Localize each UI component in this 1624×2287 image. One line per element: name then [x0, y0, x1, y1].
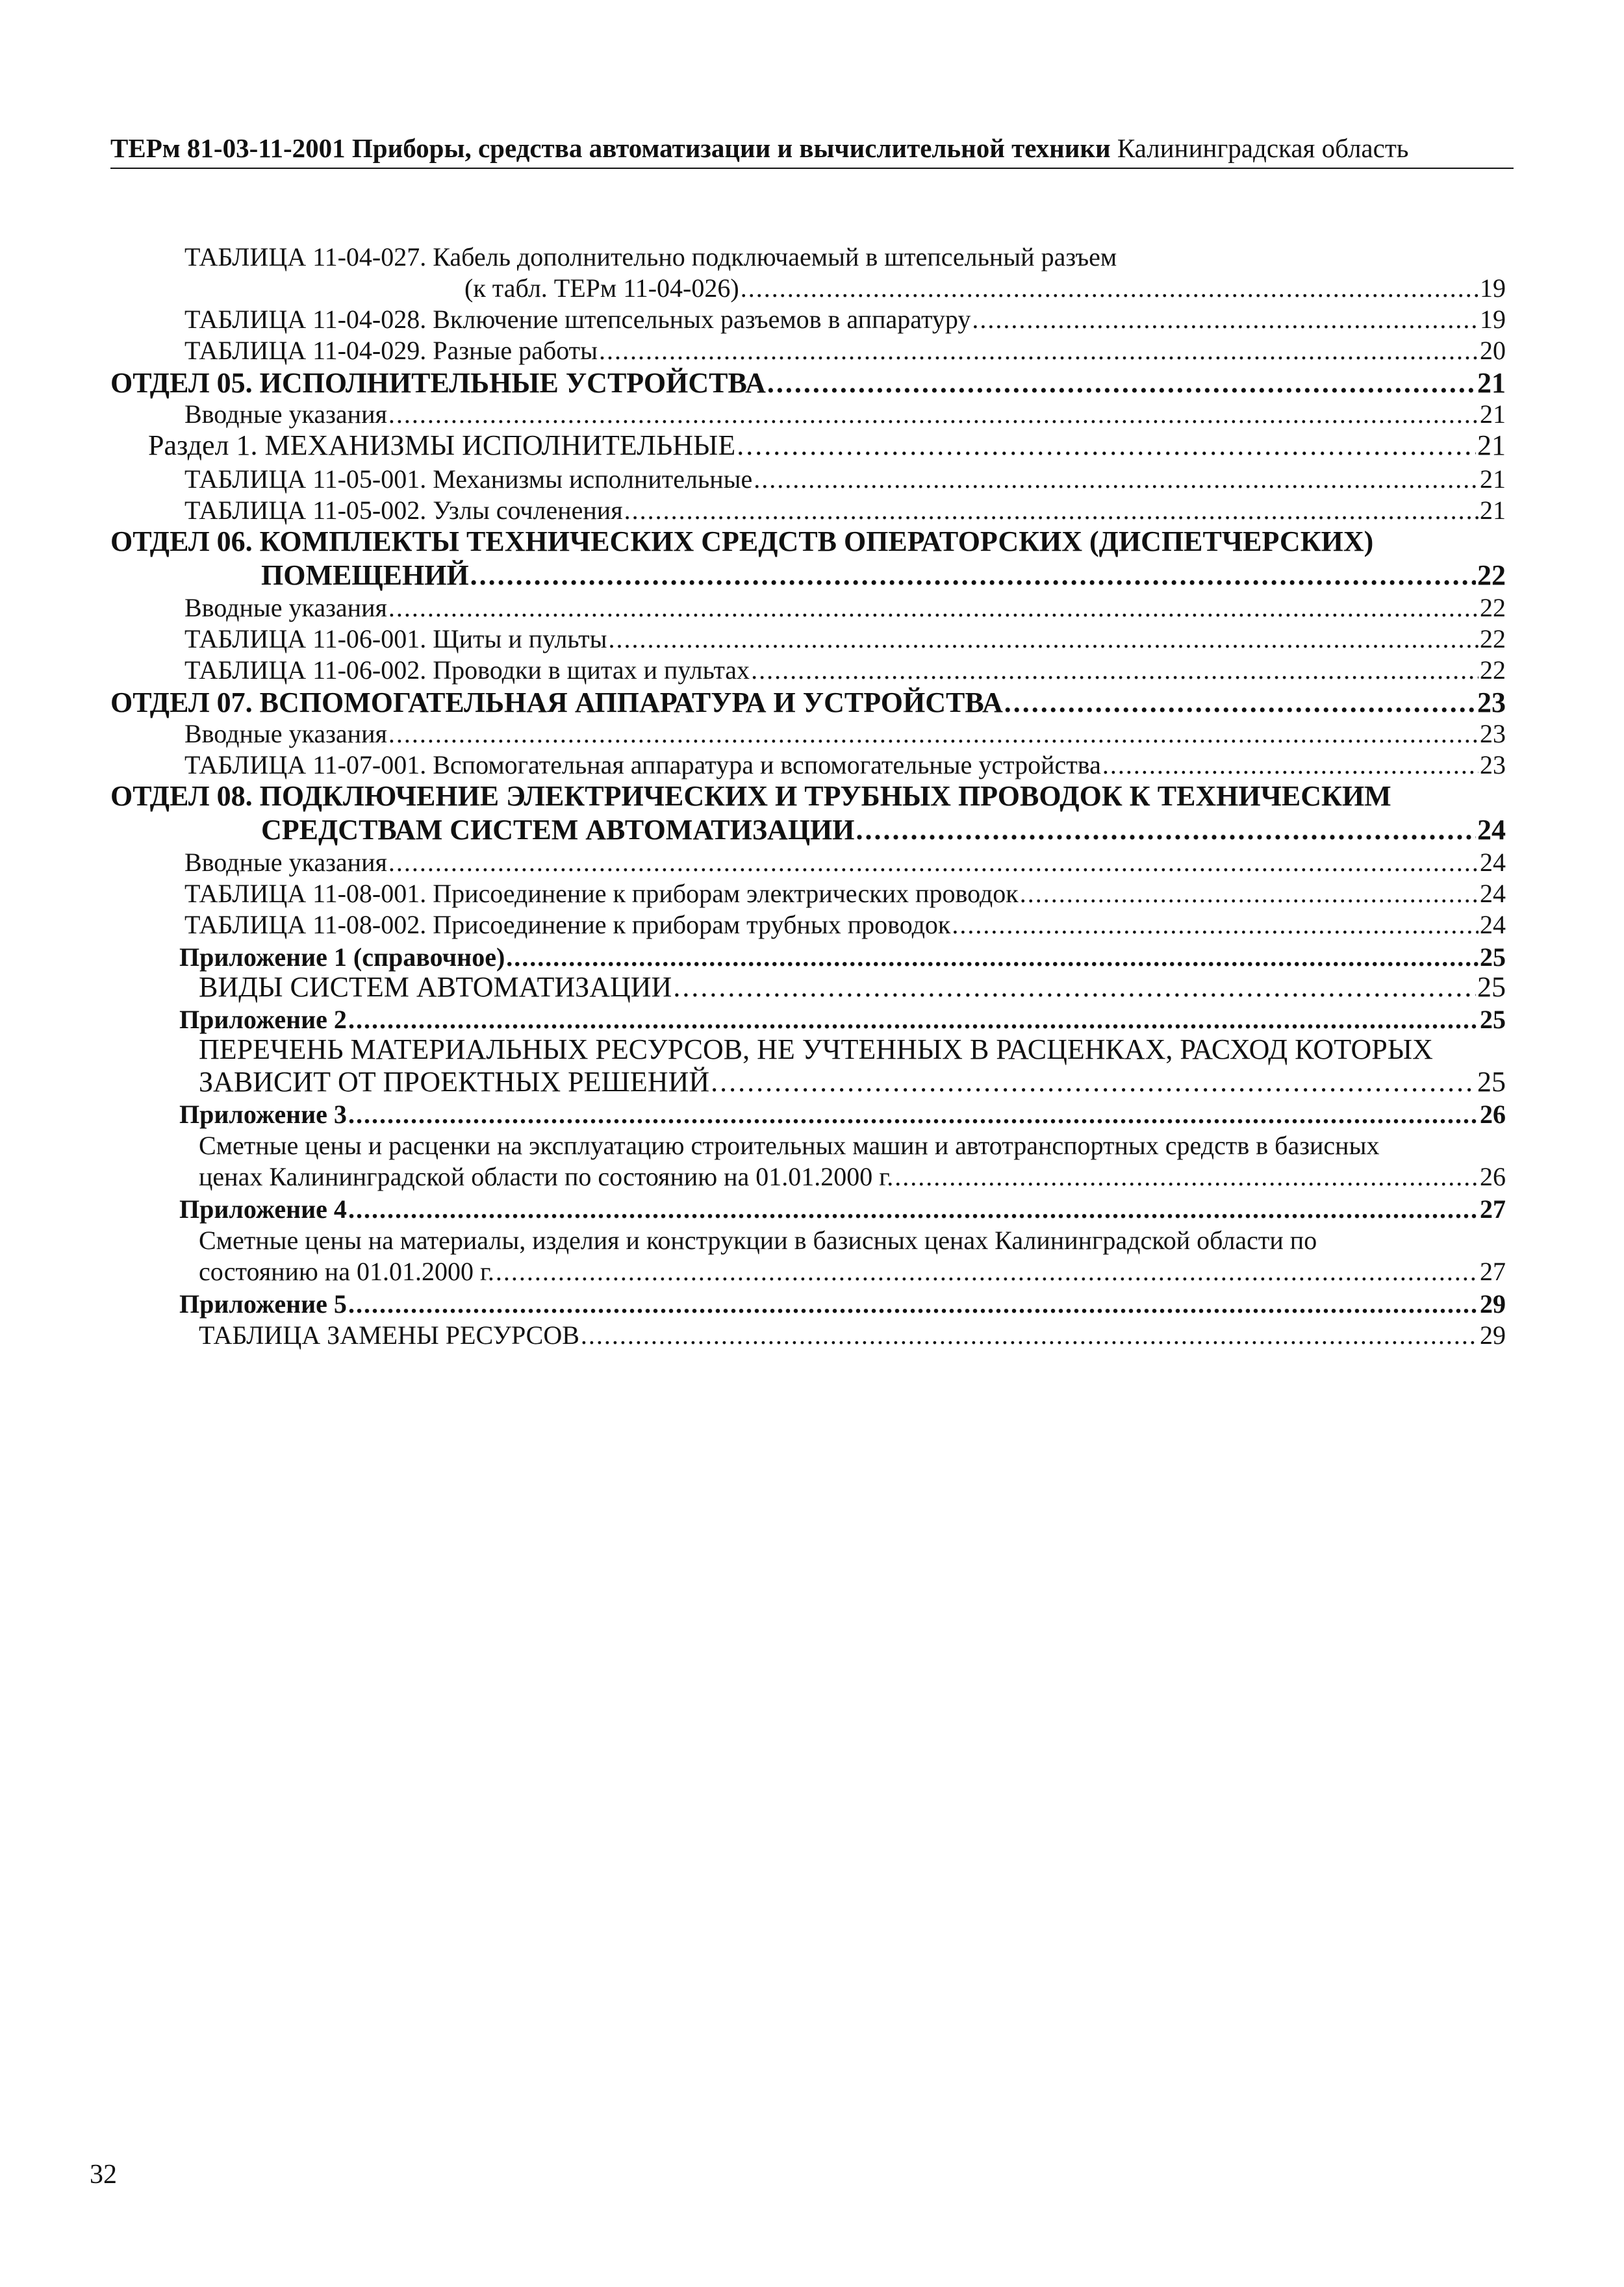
toc-entry-text: Приложение 5 — [179, 1289, 347, 1319]
leader-dots — [754, 464, 1478, 495]
toc-entry-text: Приложение 4 — [179, 1194, 347, 1224]
toc-entry-text: Вводные указания — [184, 593, 387, 622]
toc-entry[interactable] — [199, 1256, 1506, 1287]
toc-entry-text: ТАБЛИЦА 11-06-002. Проводки в щитах и пультах — [184, 655, 750, 685]
toc-entry-text: СРЕДСТВАМ СИСТЕМ АВТОМАТИЗАЦИИ — [261, 814, 855, 846]
toc-page-number: 29 — [1480, 1320, 1506, 1350]
toc-page-number: 19 — [1480, 273, 1506, 303]
toc-entry-text: Раздел 1. МЕХАНИЗМЫ ИСПОЛНИТЕЛЬНЫЕ — [148, 429, 736, 461]
leader-dots — [856, 815, 1477, 846]
toc-entry[interactable] — [199, 972, 1506, 1003]
toc-entry-line: ОТДЕЛ 06. КОМПЛЕКТЫ ТЕХНИЧЕСКИХ СРЕДСТВ ОПЕРАТОРСКИХ (ДИСПЕТЧЕРСКИХ) — [110, 525, 1374, 557]
toc-page-number: 26 — [1480, 1100, 1506, 1129]
toc-entry[interactable] — [184, 592, 1506, 624]
leader-dots — [581, 1320, 1478, 1351]
toc-page-number: 21 — [1477, 367, 1506, 399]
toc-entry[interactable] — [184, 464, 1506, 495]
toc-page-number: 25 — [1477, 1066, 1506, 1098]
toc-entry-appendix[interactable] — [179, 1289, 1506, 1320]
toc-entry-text: (к табл. ТЕРм 11-04-026) — [464, 273, 739, 303]
toc-entry-text: ТАБЛИЦА 11-08-002. Присоединение к приборам трубных проводок — [184, 910, 951, 939]
leader-dots — [767, 368, 1476, 399]
header-code: ТЕРм 81-03-11-2001 — [110, 133, 346, 163]
toc-entry-line: Сметные цены на материалы, изделия и конструкции в базисных ценах Калининградской области по — [199, 1226, 1317, 1255]
toc-page-number: 21 — [1480, 399, 1506, 429]
leader-dots — [1020, 878, 1478, 909]
leader-dots — [741, 273, 1478, 304]
toc-entry-section[interactable] — [261, 815, 1506, 846]
leader-dots — [624, 495, 1478, 526]
toc-entry[interactable] — [184, 750, 1506, 781]
toc-entry[interactable] — [184, 304, 1506, 335]
toc-page-number: 25 — [1477, 971, 1506, 1003]
toc-entry-text: ОТДЕЛ 05. ИСПОЛНИТЕЛЬНЫЕ УСТРОЙСТВА — [110, 367, 766, 399]
toc-entry-text: Приложение 2 — [179, 1005, 347, 1034]
toc-entry-text: ТАБЛИЦА 11-07-001. Вспомогательная аппаратура и вспомогательные устройства — [184, 750, 1101, 779]
toc-entry[interactable] — [184, 399, 1506, 430]
toc-entry-section[interactable] — [110, 368, 1506, 399]
toc-entry-line: ОТДЕЛ 08. ПОДКЛЮЧЕНИЕ ЭЛЕКТРИЧЕСКИХ И ТРУБНЫХ ПРОВОДОК К ТЕХНИЧЕСКИМ — [110, 780, 1391, 812]
toc-page-number: 24 — [1480, 910, 1506, 939]
leader-dots — [506, 942, 1478, 973]
toc-entry-appendix[interactable] — [179, 1099, 1506, 1130]
toc-entry[interactable] — [184, 847, 1506, 878]
toc-page-number: 22 — [1480, 655, 1506, 685]
toc-entry[interactable] — [148, 430, 1506, 461]
toc-page-number: 25 — [1480, 1005, 1506, 1034]
toc-page-number: 23 — [1480, 719, 1506, 748]
toc-entry-line: ПЕРЕЧЕНЬ МАТЕРИАЛЬНЫХ РЕСУРСОВ, НЕ УЧТЕННЫХ В РАСЦЕНКАХ, РАСХОД КОТОРЫХ — [199, 1033, 1433, 1065]
toc-entry-text: ТАБЛИЦА 11-04-029. Разные работы — [184, 336, 598, 365]
leader-dots — [388, 847, 1478, 878]
toc-page-number: 21 — [1480, 464, 1506, 494]
toc-page-number: 21 — [1480, 496, 1506, 525]
toc-page-number: 24 — [1477, 814, 1506, 846]
leader-dots — [388, 399, 1478, 430]
leader-dots — [599, 335, 1478, 366]
leader-dots — [348, 1194, 1478, 1225]
toc-entry-text: состоянию на 01.01.2000 г. — [199, 1257, 494, 1286]
toc-entry-text: Приложение 3 — [179, 1100, 347, 1129]
leader-dots — [972, 304, 1478, 335]
toc-entry-text: ТАБЛИЦА 11-05-001. Механизмы исполнительные — [184, 464, 753, 494]
toc-entry[interactable] — [184, 655, 1506, 686]
toc-entry[interactable] — [199, 1320, 1506, 1351]
toc-entry-text: Приложение 1 (справочное) — [179, 942, 505, 972]
toc-page-number: 23 — [1480, 750, 1506, 779]
toc-entry-text: ОТДЕЛ 07. ВСПОМОГАТЕЛЬНАЯ АППАРАТУРА И УСТРОЙСТВА — [110, 687, 1003, 718]
leader-dots — [711, 1067, 1476, 1098]
toc-entry-appendix[interactable] — [179, 1194, 1506, 1225]
leader-dots — [952, 909, 1478, 941]
header-region: Калининградская область — [1117, 133, 1409, 163]
leader-dots — [1102, 750, 1478, 781]
toc-entry-text: ценах Калининградской области по состоянию на 01.01.2000 г. — [199, 1162, 894, 1191]
toc-page-number: 20 — [1480, 336, 1506, 365]
leader-dots — [894, 1161, 1478, 1193]
leader-dots — [673, 972, 1476, 1003]
toc-page-number: 24 — [1480, 879, 1506, 908]
toc-entry[interactable] — [184, 335, 1506, 366]
toc-entry[interactable] — [184, 624, 1506, 655]
toc-entry[interactable] — [184, 878, 1506, 909]
toc-entry-appendix[interactable] — [179, 942, 1506, 973]
page-number: 32 — [90, 2160, 117, 2190]
leader-dots — [751, 655, 1478, 686]
toc-page-number: 27 — [1480, 1194, 1506, 1224]
toc-page-number: 26 — [1480, 1162, 1506, 1191]
header-title: Приборы, средства автоматизации и вычислительной техники — [351, 133, 1111, 163]
leader-dots — [388, 718, 1478, 750]
toc-entry-line: Сметные цены и расценки на эксплуатацию строительных машин и автотранспортных средств в базисных — [199, 1131, 1380, 1160]
toc-entry[interactable] — [184, 718, 1506, 750]
leader-dots — [348, 1004, 1478, 1035]
leader-dots — [608, 624, 1478, 655]
toc-page-number: 22 — [1480, 593, 1506, 622]
toc-entry[interactable] — [464, 273, 1506, 304]
toc-entry-text: ВИДЫ СИСТЕМ АВТОМАТИЗАЦИИ — [199, 971, 672, 1003]
toc-page-number: 29 — [1480, 1289, 1506, 1319]
toc-entry-text: ТАБЛИЦА 11-05-002. Узлы сочленения — [184, 496, 623, 525]
toc-entry[interactable] — [199, 1161, 1506, 1193]
running-header — [110, 130, 1514, 169]
toc-entry-line: ТАБЛИЦА 11-04-027. Кабель дополнительно подключаемый в штепсельный разъем — [184, 242, 1117, 272]
toc-entry-text: ТАБЛИЦА 11-06-001. Щиты и пульты — [184, 624, 607, 653]
toc-entry[interactable] — [184, 909, 1506, 941]
leader-dots — [470, 560, 1476, 591]
toc-page-number: 24 — [1480, 848, 1506, 877]
leader-dots — [348, 1289, 1478, 1320]
toc-entry-section[interactable] — [261, 560, 1506, 591]
toc-entry-text: ТАБЛИЦА 11-04-028. Включение штепсельных разъемов в аппаратуру — [184, 305, 971, 334]
toc-entry[interactable] — [184, 495, 1506, 526]
leader-dots — [737, 430, 1476, 461]
toc-page-number: 27 — [1480, 1257, 1506, 1286]
leader-dots — [348, 1099, 1478, 1130]
toc-entry-text: ПОМЕЩЕНИЙ — [261, 559, 469, 591]
toc-page-number: 22 — [1480, 624, 1506, 653]
toc-entry-text: ТАБЛИЦА 11-08-001. Присоединение к приборам электрических проводок — [184, 879, 1019, 908]
toc-page-number: 21 — [1477, 429, 1506, 461]
toc-entry[interactable] — [199, 1067, 1506, 1098]
leader-dots — [496, 1256, 1478, 1287]
leader-dots — [388, 592, 1478, 624]
toc-entry-appendix[interactable] — [179, 1004, 1506, 1035]
leader-dots — [1004, 687, 1476, 718]
toc-entry-text: Вводные указания — [184, 719, 387, 748]
toc-entry-text: Вводные указания — [184, 399, 387, 429]
toc-entry-section[interactable] — [110, 687, 1506, 718]
toc-page-number: 23 — [1477, 687, 1506, 718]
toc-entry-text: Вводные указания — [184, 848, 387, 877]
toc-page-number: 22 — [1477, 559, 1506, 591]
toc-entry-text: ТАБЛИЦА ЗАМЕНЫ РЕСУРСОВ — [199, 1320, 579, 1350]
toc-entry-text: ЗАВИСИТ ОТ ПРОЕКТНЫХ РЕШЕНИЙ — [199, 1066, 710, 1098]
toc-page-number: 25 — [1480, 942, 1506, 972]
toc-page-number: 19 — [1480, 305, 1506, 334]
